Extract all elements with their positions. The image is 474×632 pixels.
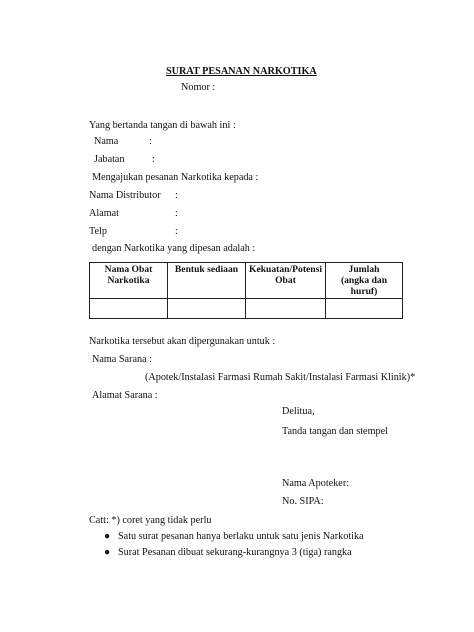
note-text: Satu surat pesanan hanya berlaku untuk satu jenis Narkotika <box>118 531 364 542</box>
header-kekuatan-line-2: Obat <box>275 275 296 286</box>
cell-nama-obat <box>90 299 168 319</box>
signature-instruction: Tanda tangan dan stempel <box>282 426 388 437</box>
header-kekuatan-line-1: Kekuatan/Potensi <box>248 264 323 275</box>
list-item <box>100 531 364 543</box>
purpose-text: Narkotika tersebut akan dipergunakan untuk : <box>89 336 276 347</box>
nama-colon: : <box>149 136 152 147</box>
distributor-address-colon: : <box>175 208 178 219</box>
order-table <box>89 262 403 319</box>
header-nama-obat <box>90 263 168 299</box>
header-jumlah-line-3: huruf) <box>350 286 378 297</box>
note-text: Surat Pesanan dibuat sekurang-kurangnya 3 (tiga) rangka <box>118 547 352 558</box>
signature-place: Delitua, <box>282 406 315 417</box>
header-kekuatan <box>246 263 326 299</box>
jabatan-colon: : <box>152 154 155 165</box>
facility-options: (Apotek/Instalasi Farmasi Rumah Sakit/Instalasi Farmasi Klinik)* <box>145 372 416 383</box>
table-row <box>90 299 403 319</box>
distributor-name-colon: : <box>175 190 178 201</box>
jabatan-label: Jabatan <box>94 154 125 165</box>
sipa-label: No. SIPA: <box>282 496 324 507</box>
apoteker-name-label: Nama Apoteker: <box>282 478 350 489</box>
nomor-label: Nomor : <box>181 82 216 93</box>
header-nama-obat-line-2: Narkotika <box>107 275 150 286</box>
distributor-phone-label: Telp <box>89 226 107 237</box>
intro-text: Yang bertanda tangan di bawah ini : <box>89 120 236 131</box>
list-item <box>100 547 364 559</box>
distributor-phone-colon: : <box>175 226 178 237</box>
header-jumlah-line-1: Jumlah <box>348 264 380 275</box>
catatan-text: Catt: *) coret yang tidak perlu <box>89 515 212 526</box>
cell-bentuk-sediaan <box>168 299 246 319</box>
request-text: Mengajukan pesanan Narkotika kepada : <box>92 172 259 183</box>
bullet-icon: ● <box>104 531 111 542</box>
facility-name-label: Nama Sarana : <box>92 354 152 365</box>
order-text: dengan Narkotika yang dipesan adalah : <box>92 243 256 254</box>
header-jumlah <box>326 263 403 299</box>
cell-kekuatan <box>246 299 326 319</box>
nama-label: Nama <box>94 136 119 147</box>
order-table-header-row <box>90 263 403 299</box>
header-bentuk-sediaan <box>168 263 246 299</box>
distributor-name-label: Nama Distributor <box>89 190 161 201</box>
header-nama-obat-line-1: Nama Obat <box>104 264 153 275</box>
distributor-address-label: Alamat <box>89 208 119 219</box>
header-jumlah-line-2: (angka dan <box>340 275 388 286</box>
cell-jumlah <box>326 299 403 319</box>
facility-address-label: Alamat Sarana : <box>92 390 158 401</box>
document-title: SURAT PESANAN NARKOTIKA <box>166 66 317 77</box>
notes-list <box>100 531 364 563</box>
bullet-icon: ● <box>104 547 111 558</box>
header-bentuk-sediaan-line-1: Bentuk sediaan <box>174 264 239 275</box>
